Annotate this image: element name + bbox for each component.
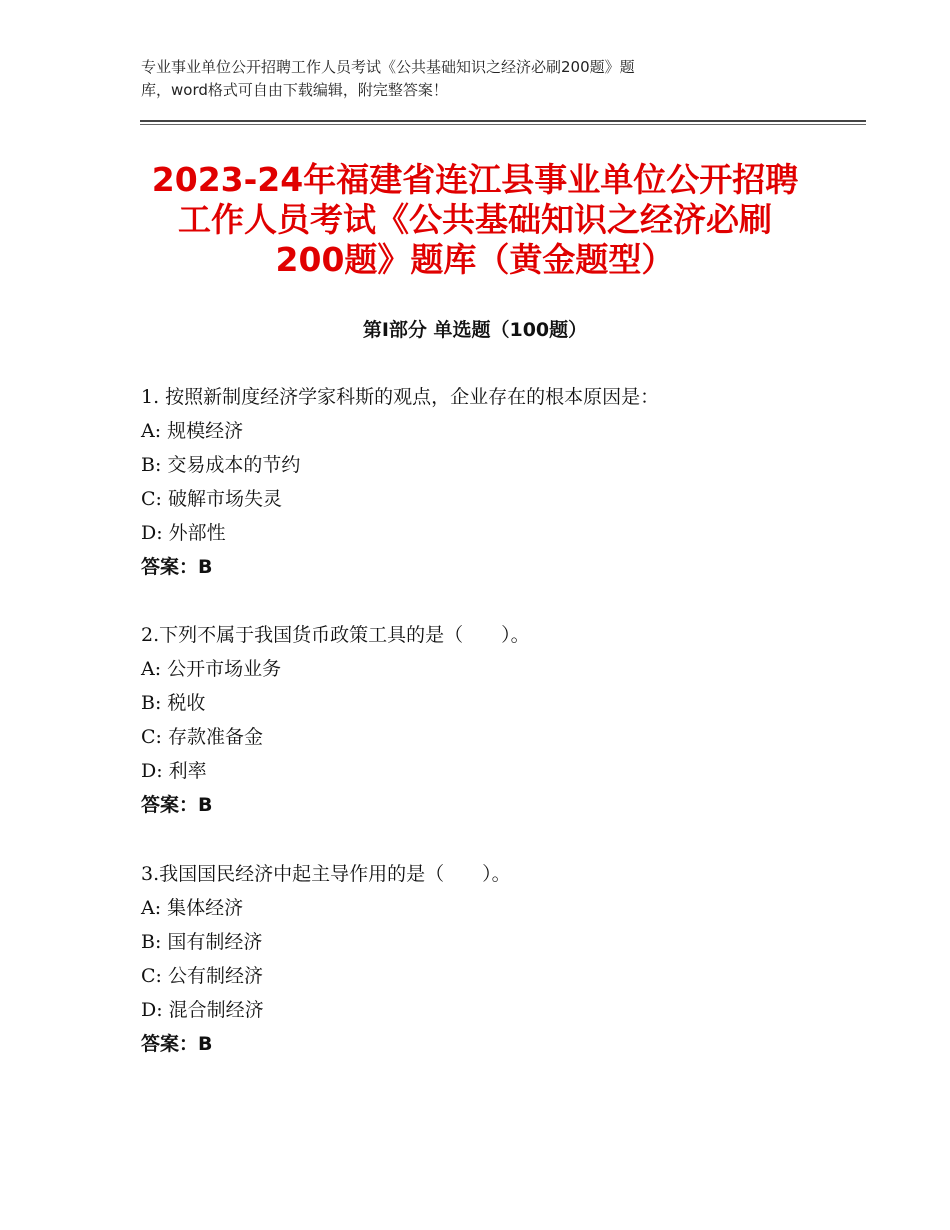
section-title: 第Ⅰ部分 单选题（100题）	[362, 319, 588, 341]
answer: 答案：B	[141, 556, 213, 578]
title-line-3: 200题》题库（黄金题型）	[275, 240, 675, 279]
option-b: B: 税收	[141, 692, 206, 714]
document-title	[120, 160, 830, 280]
option-a: A: 集体经济	[141, 897, 244, 919]
question-2	[141, 618, 841, 822]
option-d: D: 利率	[141, 760, 207, 782]
header-divider-thin	[140, 124, 866, 125]
option-b: B: 国有制经济	[141, 931, 263, 953]
header-divider-thick	[140, 120, 866, 122]
option-c: C: 破解市场失灵	[141, 488, 282, 510]
header-note-line-2: 库，word格式可自由下载编辑，附完整答案！	[141, 81, 448, 99]
question-3	[141, 857, 841, 1061]
option-a: A: 公开市场业务	[141, 658, 282, 680]
option-d: D: 外部性	[141, 522, 226, 544]
title-line-1: 2023-24年福建省连江县事业单位公开招聘	[151, 160, 799, 199]
option-d: D: 混合制经济	[141, 999, 264, 1021]
title-line-2: 工作人员考试《公共基础知识之经济必刷	[178, 200, 772, 239]
option-b: B: 交易成本的节约	[141, 454, 301, 476]
answer: 答案：B	[141, 1033, 213, 1055]
header-note	[141, 56, 761, 102]
answer: 答案：B	[141, 794, 213, 816]
question-stem: 1. 按照新制度经济学家科斯的观点，企业存在的根本原因是：	[141, 386, 660, 408]
question-stem: 2.下列不属于我国货币政策工具的是（ ）。	[141, 624, 530, 646]
header-note-line-1: 专业事业单位公开招聘工作人员考试《公共基础知识之经济必刷200题》题	[141, 58, 635, 76]
option-c: C: 存款准备金	[141, 726, 263, 748]
question-1	[141, 380, 841, 584]
option-a: A: 规模经济	[141, 420, 244, 442]
option-c: C: 公有制经济	[141, 965, 263, 987]
question-stem: 3.我国国民经济中起主导作用的是（ ）。	[141, 863, 511, 885]
